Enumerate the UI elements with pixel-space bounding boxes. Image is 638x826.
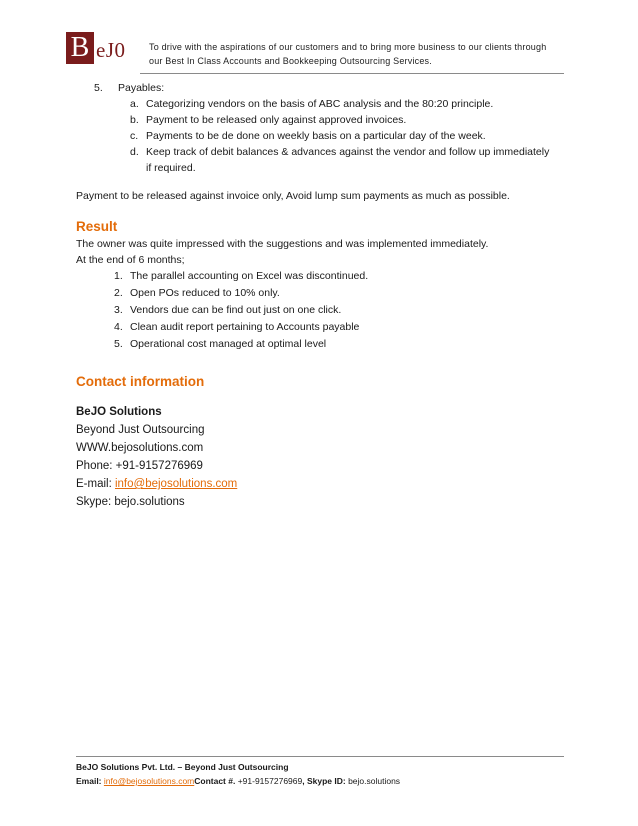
document-body (76, 80, 566, 511)
list-text: Categorizing vendors on the basis of ABC analysis and the 80:20 principle. (146, 98, 494, 110)
email-label: E-mail: (76, 478, 115, 490)
logo-initial: B (66, 32, 94, 64)
list-text: Operational cost managed at optimal level (130, 338, 327, 350)
list-marker: 2. (114, 287, 123, 299)
list-item (76, 336, 566, 353)
payables-label: Payables: (118, 82, 165, 94)
list-text: Keep track of debit balances & advances against the vendor and follow up immediately (146, 146, 550, 158)
list-number: 5. (94, 82, 103, 94)
footer-company-line: BeJO Solutions Pvt. Ltd. – Beyond Just Outsourcing (76, 762, 289, 772)
list-text-continuation: if required. (146, 162, 196, 174)
list-text: Open POs reduced to 10% only. (130, 287, 280, 299)
header-tagline (149, 40, 569, 68)
footer-skype-label: , Skype ID: (302, 776, 349, 786)
list-item (76, 285, 566, 302)
list-marker: 5. (114, 338, 123, 350)
sub-list-continuation (76, 160, 566, 176)
sub-list-item (76, 144, 566, 160)
tagline-line-2: our Best In Class Accounts and Bookkeeping Outsourcing Services. (149, 56, 432, 66)
list-marker: b. (130, 114, 139, 126)
list-marker: 4. (114, 321, 123, 333)
list-text: Payments to be de done on weekly basis on a particular day of the week. (146, 130, 486, 142)
footer-contact-value: +91-9157276969 (237, 776, 303, 786)
contact-phone: Phone: +91-9157276969 (76, 460, 203, 472)
sub-list-item (76, 112, 566, 128)
list-marker: 3. (114, 304, 123, 316)
bejo-logo (66, 32, 144, 70)
list-marker: c. (130, 130, 139, 142)
payment-note: Payment to be released against invoice only, Avoid lump sum payments as much as possible. (76, 190, 510, 202)
list-text: Payment to be released only against approved invoices. (146, 114, 407, 126)
result-line-2: At the end of 6 months; (76, 254, 185, 266)
list-text: The parallel accounting on Excel was discontinued. (130, 270, 369, 282)
logo-text: eJ0 (96, 38, 126, 62)
contact-email-line (76, 475, 566, 493)
page-header (66, 32, 564, 72)
list-item (76, 302, 566, 319)
footer-contact-label: Contact #. (194, 776, 238, 786)
result-line-1: The owner was quite impressed with the suggestions and was implemented immediately. (76, 238, 489, 250)
tagline-line-1: To drive with the aspirations of our customers and to bring more business to our clients through (149, 42, 547, 52)
footer-email-link[interactable]: info@bejosolutions.com (103, 776, 195, 786)
list-item (76, 319, 566, 336)
list-marker: a. (130, 98, 139, 110)
list-marker: 1. (114, 270, 123, 282)
list-text: Clean audit report pertaining to Accounts payable (130, 321, 360, 333)
contact-website: WWW.bejosolutions.com (76, 442, 204, 454)
header-divider (140, 73, 564, 74)
contact-slogan: Beyond Just Outsourcing (76, 424, 205, 436)
list-item (76, 268, 566, 285)
email-link[interactable]: info@bejosolutions.com (114, 478, 238, 490)
footer-skype-value: bejo.solutions (348, 776, 401, 786)
list-text: Vendors due can be find out just on one click. (130, 304, 342, 316)
payables-item (76, 80, 566, 96)
footer-email-label: Email: (76, 776, 104, 786)
sub-list-item (76, 128, 566, 144)
sub-list-item (76, 96, 566, 112)
list-marker: d. (130, 146, 139, 158)
footer-contact-line (76, 774, 566, 788)
page-footer (76, 760, 566, 788)
contact-company: BeJO Solutions (76, 406, 162, 418)
footer-divider (76, 756, 564, 757)
contact-heading: Contact information (76, 374, 205, 389)
result-heading: Result (76, 219, 118, 234)
contact-skype: Skype: bejo.solutions (76, 496, 185, 508)
